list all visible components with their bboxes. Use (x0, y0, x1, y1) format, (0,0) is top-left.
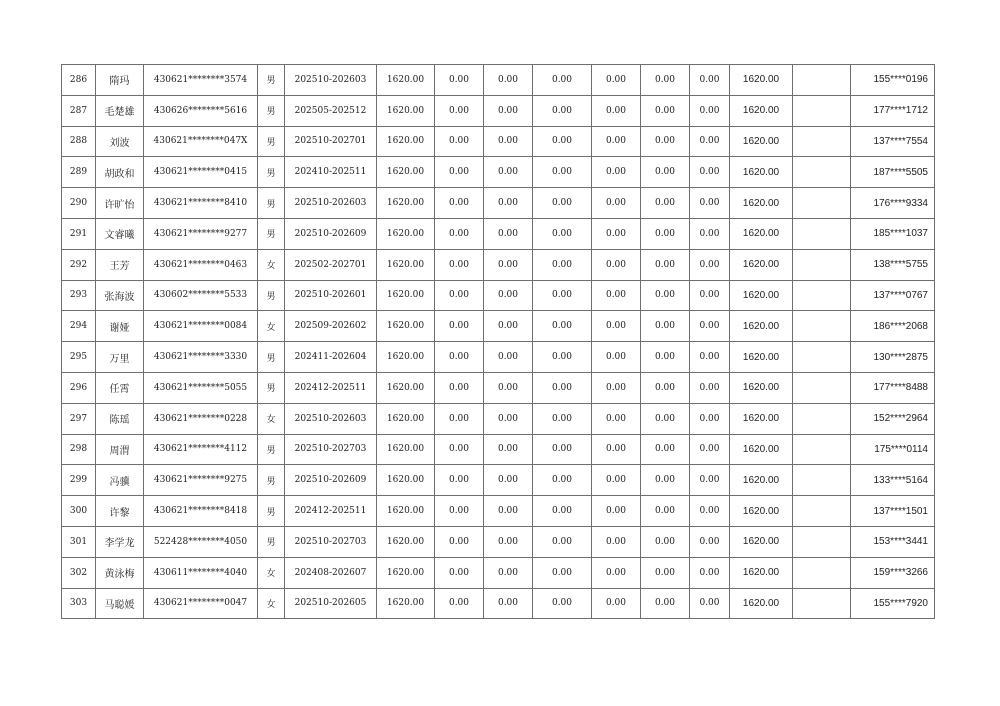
cell-col-6: 0.00 (690, 372, 730, 403)
cell-period: 202509-202602 (285, 311, 377, 342)
cell-phone: 155****7920 (851, 588, 935, 619)
cell-col-5: 0.00 (641, 588, 690, 619)
table-row (62, 157, 935, 188)
cell-col-4: 0.00 (592, 372, 641, 403)
cell-note (793, 557, 851, 588)
roster-body (62, 65, 935, 619)
cell-row-number: 300 (62, 496, 96, 527)
cell-col-6: 0.00 (690, 311, 730, 342)
cell-col-3: 0.00 (533, 526, 592, 557)
cell-amount: 1620.00 (377, 311, 435, 342)
cell-col-1: 0.00 (435, 526, 484, 557)
cell-col-2: 0.00 (484, 557, 533, 588)
cell-col-1: 0.00 (435, 465, 484, 496)
cell-note (793, 588, 851, 619)
cell-col-5: 0.00 (641, 249, 690, 280)
cell-col-1: 0.00 (435, 372, 484, 403)
cell-phone: 130****2875 (851, 342, 935, 373)
cell-row-number: 296 (62, 372, 96, 403)
cell-period: 202510-202603 (285, 65, 377, 96)
cell-phone: 177****8488 (851, 372, 935, 403)
cell-amount: 1620.00 (377, 249, 435, 280)
cell-gender: 男 (258, 280, 285, 311)
cell-gender: 男 (258, 526, 285, 557)
cell-col-1: 0.00 (435, 311, 484, 342)
cell-col-6: 0.00 (690, 496, 730, 527)
cell-col-3: 0.00 (533, 434, 592, 465)
cell-col-4: 0.00 (592, 311, 641, 342)
cell-col-2: 0.00 (484, 372, 533, 403)
cell-col-4: 0.00 (592, 157, 641, 188)
cell-col-3: 0.00 (533, 188, 592, 219)
cell-col-3: 0.00 (533, 588, 592, 619)
cell-note (793, 526, 851, 557)
cell-col-4: 0.00 (592, 249, 641, 280)
cell-id-number: 430621********3330 (144, 342, 258, 373)
cell-gender: 男 (258, 65, 285, 96)
cell-row-number: 286 (62, 65, 96, 96)
cell-name: 黄泳梅 (96, 557, 144, 588)
cell-col-5: 0.00 (641, 465, 690, 496)
cell-total: 1620.00 (730, 249, 793, 280)
cell-note (793, 434, 851, 465)
cell-id-number: 430621********0047 (144, 588, 258, 619)
cell-name: 刘波 (96, 126, 144, 157)
cell-amount: 1620.00 (377, 403, 435, 434)
cell-id-number: 430621********9277 (144, 218, 258, 249)
cell-amount: 1620.00 (377, 342, 435, 373)
table-row (62, 65, 935, 96)
cell-name: 李学龙 (96, 526, 144, 557)
cell-phone: 185****1037 (851, 218, 935, 249)
cell-col-2: 0.00 (484, 465, 533, 496)
cell-col-3: 0.00 (533, 372, 592, 403)
cell-col-1: 0.00 (435, 126, 484, 157)
cell-col-1: 0.00 (435, 496, 484, 527)
cell-period: 202412-202511 (285, 372, 377, 403)
cell-row-number: 301 (62, 526, 96, 557)
cell-phone: 137****7554 (851, 126, 935, 157)
cell-col-4: 0.00 (592, 526, 641, 557)
cell-row-number: 291 (62, 218, 96, 249)
cell-total: 1620.00 (730, 311, 793, 342)
table-row (62, 95, 935, 126)
cell-col-4: 0.00 (592, 434, 641, 465)
cell-phone: 138****5755 (851, 249, 935, 280)
cell-total: 1620.00 (730, 496, 793, 527)
table-row (62, 557, 935, 588)
cell-id-number: 522428********4050 (144, 526, 258, 557)
cell-phone: 187****5505 (851, 157, 935, 188)
cell-col-1: 0.00 (435, 557, 484, 588)
cell-row-number: 290 (62, 188, 96, 219)
cell-row-number: 295 (62, 342, 96, 373)
cell-id-number: 430621********8418 (144, 496, 258, 527)
cell-gender: 男 (258, 126, 285, 157)
cell-row-number: 294 (62, 311, 96, 342)
cell-total: 1620.00 (730, 342, 793, 373)
cell-note (793, 95, 851, 126)
cell-col-3: 0.00 (533, 342, 592, 373)
cell-col-5: 0.00 (641, 126, 690, 157)
cell-name: 文睿曦 (96, 218, 144, 249)
cell-id-number: 430621********0415 (144, 157, 258, 188)
cell-phone: 159****3266 (851, 557, 935, 588)
cell-period: 202510-202609 (285, 218, 377, 249)
cell-phone: 133****5164 (851, 465, 935, 496)
cell-col-2: 0.00 (484, 588, 533, 619)
cell-period: 202502-202701 (285, 249, 377, 280)
cell-col-2: 0.00 (484, 311, 533, 342)
cell-id-number: 430621********0228 (144, 403, 258, 434)
cell-col-6: 0.00 (690, 65, 730, 96)
cell-gender: 男 (258, 434, 285, 465)
cell-col-2: 0.00 (484, 188, 533, 219)
table-row (62, 434, 935, 465)
cell-col-6: 0.00 (690, 249, 730, 280)
cell-total: 1620.00 (730, 557, 793, 588)
cell-col-2: 0.00 (484, 280, 533, 311)
cell-gender: 女 (258, 588, 285, 619)
table-row (62, 496, 935, 527)
cell-col-5: 0.00 (641, 526, 690, 557)
cell-id-number: 430602********5533 (144, 280, 258, 311)
cell-col-1: 0.00 (435, 434, 484, 465)
cell-amount: 1620.00 (377, 157, 435, 188)
cell-amount: 1620.00 (377, 218, 435, 249)
cell-col-4: 0.00 (592, 65, 641, 96)
cell-phone: 186****2068 (851, 311, 935, 342)
cell-col-2: 0.00 (484, 496, 533, 527)
cell-col-5: 0.00 (641, 372, 690, 403)
cell-gender: 男 (258, 188, 285, 219)
cell-name: 万里 (96, 342, 144, 373)
cell-total: 1620.00 (730, 126, 793, 157)
cell-amount: 1620.00 (377, 188, 435, 219)
cell-phone: 176****9334 (851, 188, 935, 219)
cell-col-3: 0.00 (533, 280, 592, 311)
cell-row-number: 292 (62, 249, 96, 280)
table-row (62, 188, 935, 219)
table-row (62, 526, 935, 557)
cell-name: 谢娅 (96, 311, 144, 342)
cell-gender: 女 (258, 311, 285, 342)
cell-col-3: 0.00 (533, 95, 592, 126)
cell-col-2: 0.00 (484, 434, 533, 465)
cell-col-3: 0.00 (533, 249, 592, 280)
cell-note (793, 126, 851, 157)
cell-col-5: 0.00 (641, 311, 690, 342)
cell-period: 202410-202511 (285, 157, 377, 188)
cell-total: 1620.00 (730, 465, 793, 496)
cell-note (793, 372, 851, 403)
cell-total: 1620.00 (730, 65, 793, 96)
cell-col-5: 0.00 (641, 157, 690, 188)
cell-amount: 1620.00 (377, 95, 435, 126)
cell-col-4: 0.00 (592, 280, 641, 311)
cell-col-6: 0.00 (690, 157, 730, 188)
cell-col-2: 0.00 (484, 403, 533, 434)
cell-name: 周渭 (96, 434, 144, 465)
cell-col-3: 0.00 (533, 65, 592, 96)
cell-col-2: 0.00 (484, 65, 533, 96)
cell-id-number: 430621********047X (144, 126, 258, 157)
cell-phone: 137****1501 (851, 496, 935, 527)
cell-col-6: 0.00 (690, 434, 730, 465)
cell-period: 202510-202703 (285, 526, 377, 557)
table-row (62, 311, 935, 342)
cell-col-4: 0.00 (592, 342, 641, 373)
cell-col-5: 0.00 (641, 403, 690, 434)
cell-amount: 1620.00 (377, 372, 435, 403)
cell-col-6: 0.00 (690, 465, 730, 496)
cell-period: 202510-202703 (285, 434, 377, 465)
table-row (62, 465, 935, 496)
cell-row-number: 289 (62, 157, 96, 188)
cell-col-4: 0.00 (592, 465, 641, 496)
cell-col-2: 0.00 (484, 126, 533, 157)
cell-note (793, 218, 851, 249)
cell-col-4: 0.00 (592, 218, 641, 249)
cell-total: 1620.00 (730, 280, 793, 311)
cell-name: 冯骥 (96, 465, 144, 496)
cell-col-4: 0.00 (592, 126, 641, 157)
cell-row-number: 302 (62, 557, 96, 588)
cell-period: 202510-202609 (285, 465, 377, 496)
cell-total: 1620.00 (730, 157, 793, 188)
cell-name: 陈瑶 (96, 403, 144, 434)
cell-col-1: 0.00 (435, 249, 484, 280)
cell-row-number: 293 (62, 280, 96, 311)
cell-col-3: 0.00 (533, 403, 592, 434)
cell-total: 1620.00 (730, 372, 793, 403)
cell-period: 202408-202607 (285, 557, 377, 588)
cell-col-1: 0.00 (435, 342, 484, 373)
cell-name: 许旷怡 (96, 188, 144, 219)
cell-note (793, 342, 851, 373)
cell-total: 1620.00 (730, 403, 793, 434)
table-row (62, 249, 935, 280)
cell-col-5: 0.00 (641, 434, 690, 465)
table-row (62, 280, 935, 311)
cell-col-3: 0.00 (533, 126, 592, 157)
cell-gender: 男 (258, 157, 285, 188)
table-row (62, 588, 935, 619)
cell-phone: 152****2964 (851, 403, 935, 434)
cell-col-1: 0.00 (435, 188, 484, 219)
cell-row-number: 288 (62, 126, 96, 157)
cell-col-6: 0.00 (690, 557, 730, 588)
cell-col-5: 0.00 (641, 95, 690, 126)
cell-col-5: 0.00 (641, 496, 690, 527)
cell-period: 202505-202512 (285, 95, 377, 126)
cell-col-6: 0.00 (690, 188, 730, 219)
cell-amount: 1620.00 (377, 557, 435, 588)
table-row (62, 372, 935, 403)
cell-name: 马聪媛 (96, 588, 144, 619)
cell-col-3: 0.00 (533, 557, 592, 588)
cell-amount: 1620.00 (377, 465, 435, 496)
cell-col-5: 0.00 (641, 280, 690, 311)
cell-name: 毛楚雄 (96, 95, 144, 126)
cell-period: 202510-202603 (285, 403, 377, 434)
cell-phone: 137****0767 (851, 280, 935, 311)
cell-col-2: 0.00 (484, 526, 533, 557)
cell-gender: 男 (258, 218, 285, 249)
cell-col-5: 0.00 (641, 65, 690, 96)
cell-period: 202510-202605 (285, 588, 377, 619)
cell-phone: 175****0114 (851, 434, 935, 465)
cell-gender: 男 (258, 465, 285, 496)
cell-col-4: 0.00 (592, 496, 641, 527)
cell-note (793, 65, 851, 96)
cell-gender: 男 (258, 95, 285, 126)
cell-note (793, 280, 851, 311)
subsidy-roster-table (61, 64, 935, 619)
cell-col-5: 0.00 (641, 557, 690, 588)
cell-gender: 女 (258, 403, 285, 434)
cell-name: 隋玛 (96, 65, 144, 96)
cell-col-4: 0.00 (592, 403, 641, 434)
cell-col-1: 0.00 (435, 280, 484, 311)
cell-period: 202412-202511 (285, 496, 377, 527)
cell-amount: 1620.00 (377, 126, 435, 157)
cell-col-5: 0.00 (641, 218, 690, 249)
cell-period: 202510-202701 (285, 126, 377, 157)
cell-total: 1620.00 (730, 526, 793, 557)
cell-phone: 177****1712 (851, 95, 935, 126)
cell-period: 202510-202601 (285, 280, 377, 311)
cell-total: 1620.00 (730, 218, 793, 249)
cell-phone: 153****3441 (851, 526, 935, 557)
cell-period: 202411-202604 (285, 342, 377, 373)
cell-total: 1620.00 (730, 95, 793, 126)
cell-note (793, 465, 851, 496)
cell-row-number: 297 (62, 403, 96, 434)
cell-gender: 男 (258, 372, 285, 403)
cell-total: 1620.00 (730, 188, 793, 219)
cell-gender: 男 (258, 342, 285, 373)
cell-col-1: 0.00 (435, 403, 484, 434)
table-row (62, 126, 935, 157)
cell-row-number: 287 (62, 95, 96, 126)
cell-gender: 女 (258, 249, 285, 280)
cell-note (793, 157, 851, 188)
cell-note (793, 311, 851, 342)
cell-name: 张海波 (96, 280, 144, 311)
cell-amount: 1620.00 (377, 588, 435, 619)
cell-gender: 女 (258, 557, 285, 588)
cell-id-number: 430626********5616 (144, 95, 258, 126)
table-row (62, 218, 935, 249)
cell-col-2: 0.00 (484, 249, 533, 280)
cell-col-6: 0.00 (690, 218, 730, 249)
cell-col-6: 0.00 (690, 95, 730, 126)
cell-col-6: 0.00 (690, 126, 730, 157)
cell-col-6: 0.00 (690, 403, 730, 434)
cell-id-number: 430621********8410 (144, 188, 258, 219)
cell-id-number: 430621********5055 (144, 372, 258, 403)
cell-row-number: 303 (62, 588, 96, 619)
cell-total: 1620.00 (730, 588, 793, 619)
cell-id-number: 430621********9275 (144, 465, 258, 496)
cell-col-1: 0.00 (435, 95, 484, 126)
cell-col-1: 0.00 (435, 588, 484, 619)
cell-col-2: 0.00 (484, 95, 533, 126)
cell-col-6: 0.00 (690, 588, 730, 619)
cell-col-2: 0.00 (484, 157, 533, 188)
cell-id-number: 430621********3574 (144, 65, 258, 96)
cell-name: 许黎 (96, 496, 144, 527)
cell-id-number: 430621********0084 (144, 311, 258, 342)
cell-phone: 155****0196 (851, 65, 935, 96)
cell-id-number: 430621********4112 (144, 434, 258, 465)
cell-col-1: 0.00 (435, 218, 484, 249)
cell-note (793, 496, 851, 527)
cell-col-6: 0.00 (690, 280, 730, 311)
cell-col-6: 0.00 (690, 526, 730, 557)
cell-col-5: 0.00 (641, 188, 690, 219)
cell-col-3: 0.00 (533, 465, 592, 496)
cell-col-6: 0.00 (690, 342, 730, 373)
cell-col-5: 0.00 (641, 342, 690, 373)
cell-note (793, 403, 851, 434)
cell-id-number: 430621********0463 (144, 249, 258, 280)
cell-note (793, 188, 851, 219)
cell-name: 胡政和 (96, 157, 144, 188)
cell-amount: 1620.00 (377, 65, 435, 96)
cell-col-4: 0.00 (592, 557, 641, 588)
table-row (62, 403, 935, 434)
cell-col-1: 0.00 (435, 65, 484, 96)
cell-name: 王芳 (96, 249, 144, 280)
cell-col-4: 0.00 (592, 188, 641, 219)
cell-col-3: 0.00 (533, 218, 592, 249)
cell-row-number: 298 (62, 434, 96, 465)
cell-col-1: 0.00 (435, 157, 484, 188)
cell-row-number: 299 (62, 465, 96, 496)
table-row (62, 342, 935, 373)
cell-col-3: 0.00 (533, 157, 592, 188)
cell-col-3: 0.00 (533, 496, 592, 527)
cell-col-4: 0.00 (592, 588, 641, 619)
cell-amount: 1620.00 (377, 280, 435, 311)
cell-amount: 1620.00 (377, 496, 435, 527)
cell-col-4: 0.00 (592, 95, 641, 126)
cell-period: 202510-202603 (285, 188, 377, 219)
cell-col-2: 0.00 (484, 218, 533, 249)
cell-amount: 1620.00 (377, 434, 435, 465)
cell-total: 1620.00 (730, 434, 793, 465)
cell-note (793, 249, 851, 280)
cell-name: 任霄 (96, 372, 144, 403)
cell-id-number: 430611********4040 (144, 557, 258, 588)
cell-amount: 1620.00 (377, 526, 435, 557)
cell-gender: 男 (258, 496, 285, 527)
cell-col-2: 0.00 (484, 342, 533, 373)
cell-col-3: 0.00 (533, 311, 592, 342)
